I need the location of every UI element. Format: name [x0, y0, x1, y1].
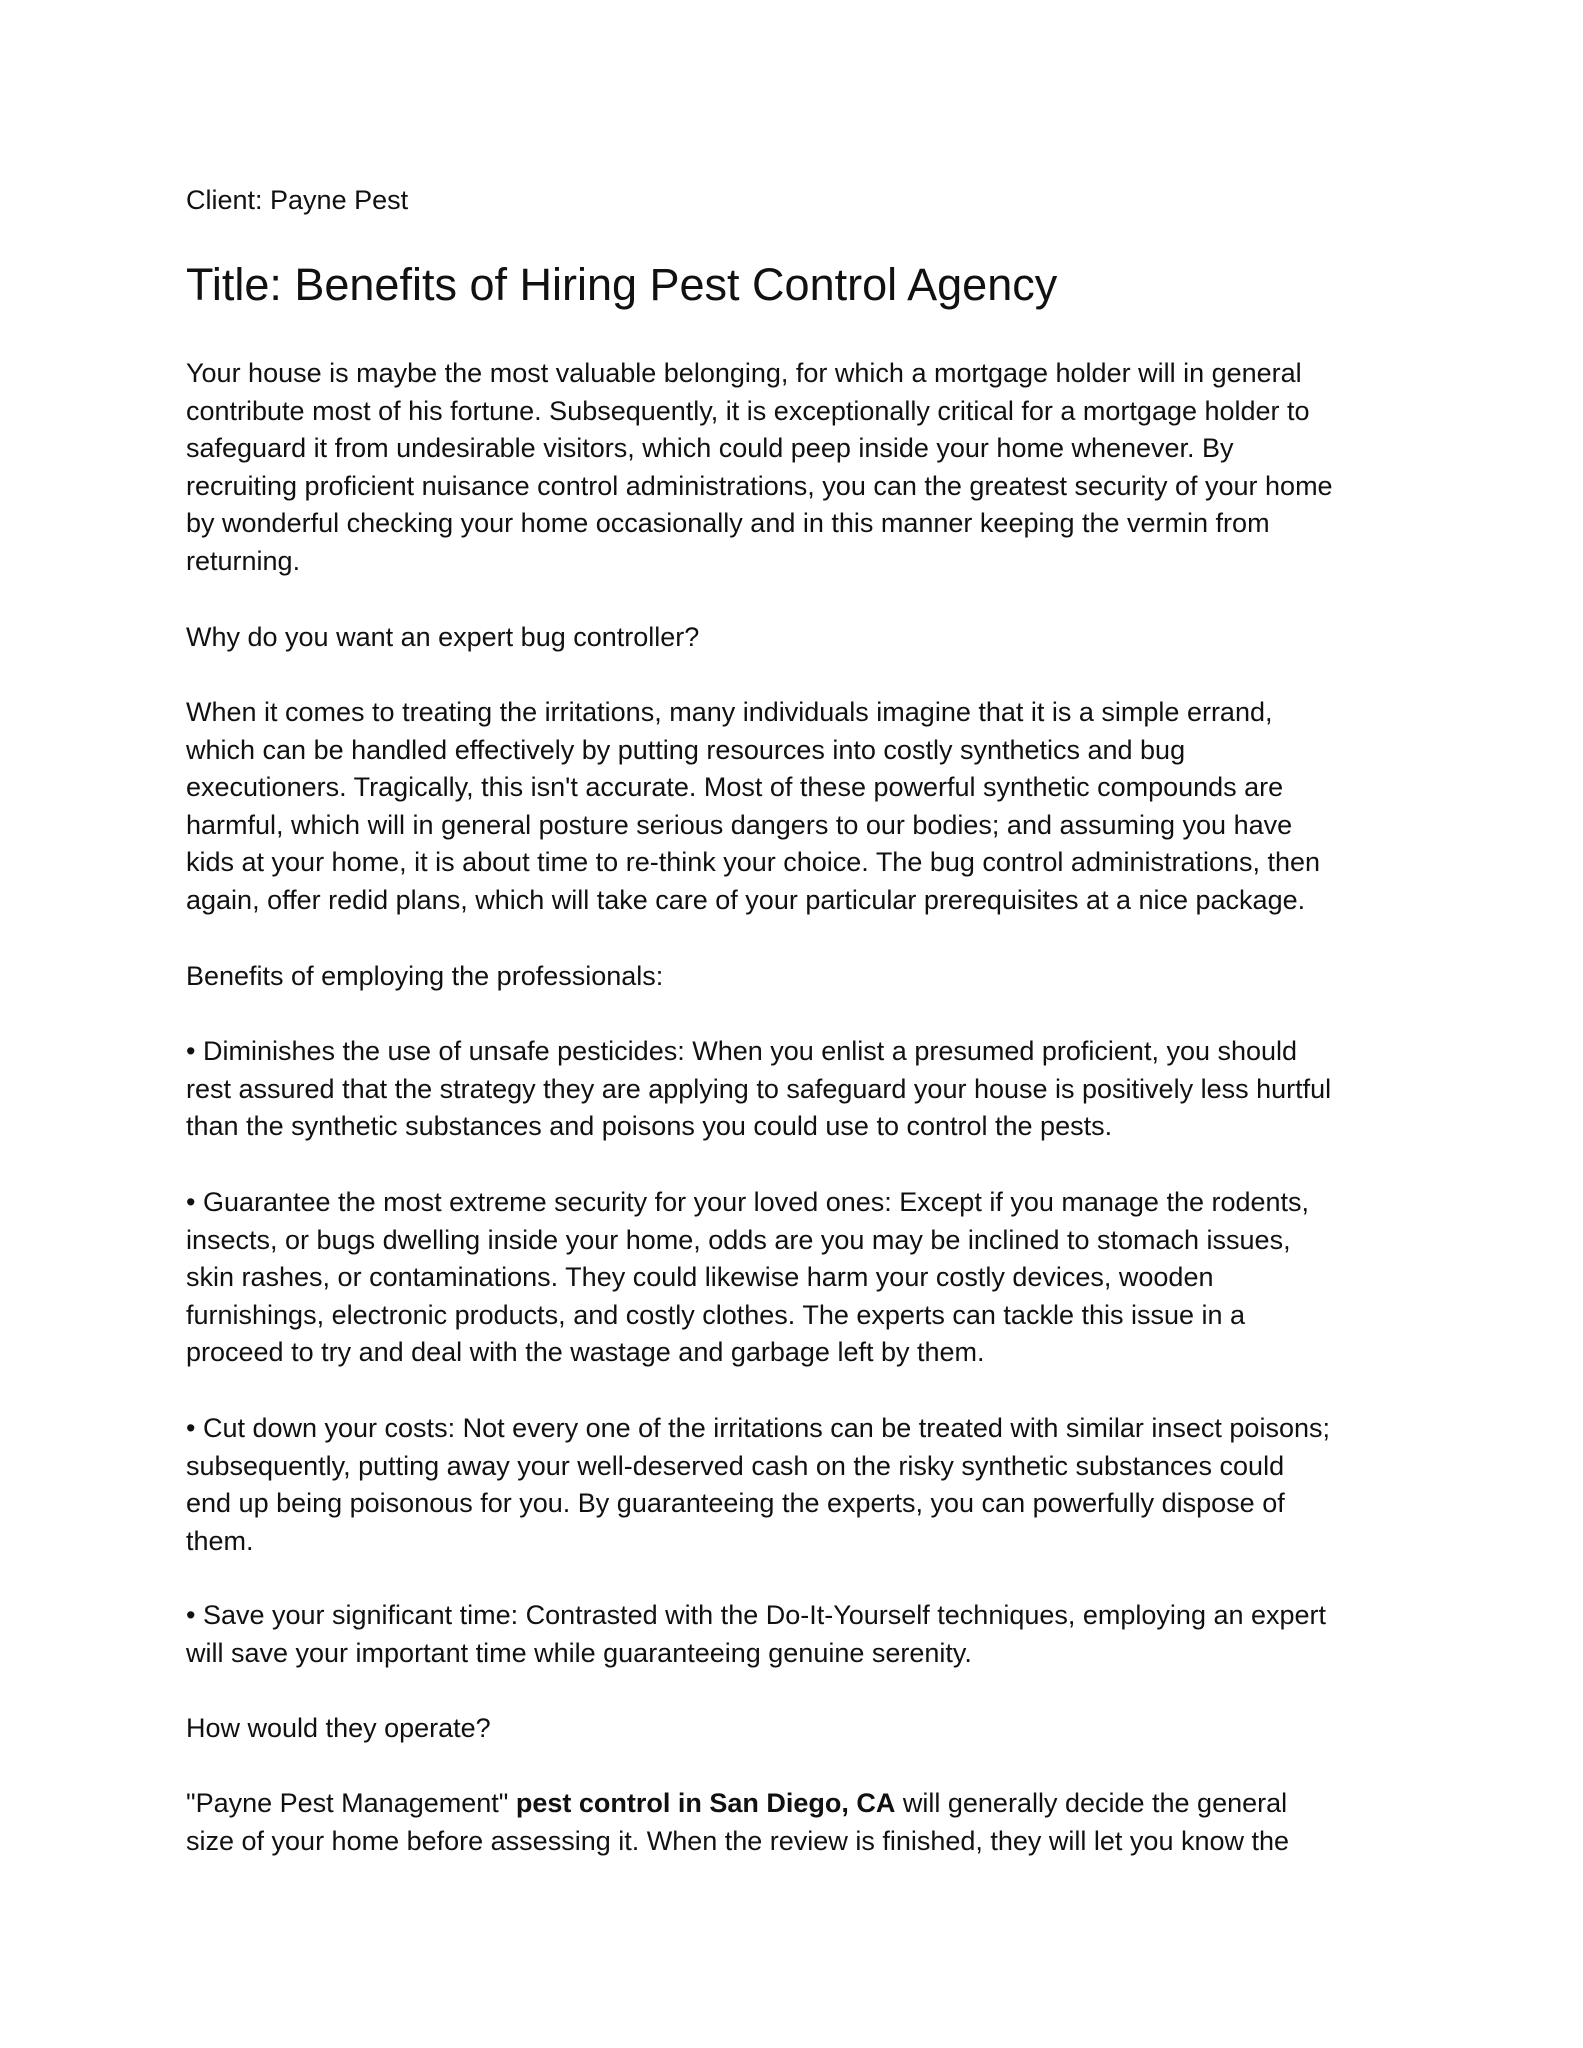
text-line: When it comes to treating the irritations, many individuals imagine that it is a simple errand, [186, 697, 1273, 727]
intro-paragraph [186, 355, 1333, 581]
text-line: insects, or bugs dwelling inside your home, odds are you may be inclined to stomach issues, [186, 1224, 1291, 1255]
text-line: than the synthetic substances and poisons you could use to control the pests. [186, 1111, 1113, 1142]
text-line: subsequently, putting away your well-deserved cash on the risky synthetic substances could [186, 1450, 1285, 1481]
text-line: which can be handled effectively by putting resources into costly synthetics and bug [186, 734, 1186, 765]
text-line: end up being poisonous for you. By guaranteeing the experts, you can powerfully dispose of [186, 1488, 1285, 1519]
answer-paragraph-expert [186, 694, 1320, 920]
text-line: size of your home before assessing it. When the review is finished, they will let you know the [186, 1825, 1290, 1856]
client-label: Client: Payne Pest [186, 185, 409, 215]
text-line: them. [186, 1525, 254, 1556]
benefit-item-pesticides [186, 1033, 1331, 1146]
text-line: will save your important time while guaranteeing genuine serenity. [186, 1637, 972, 1668]
benefit-item-costs [186, 1410, 1330, 1560]
benefit-item-time [186, 1597, 1326, 1672]
text-line: How would they operate? [186, 1713, 491, 1743]
answer-paragraph-operate [186, 1785, 1289, 1860]
text-line: safeguard it from undesirable visitors, which could peep inside your home whenever. By [186, 433, 1234, 464]
question-heading-expert [186, 619, 699, 657]
text-line: • Guarantee the most extreme security for your loved ones: Except if you manage the rodents, [186, 1187, 1310, 1217]
bold-keyword-text: pest control in San Diego, CA [515, 1788, 896, 1818]
text-fragment: will generally decide the general [895, 1788, 1288, 1818]
text-line: rest assured that the strategy they are applying to safeguard your house is positively less hurtful [186, 1073, 1332, 1104]
company-name-text: "Payne Pest Management" [186, 1788, 516, 1818]
text-line: kids at your home, it is about time to re-think your choice. The bug control administrations, then [186, 847, 1321, 878]
text-line: • Cut down your costs: Not every one of the irritations can be treated with similar insect poisons; [186, 1413, 1330, 1443]
document-title: Title: Benefits of Hiring Pest Control Agency [186, 259, 1058, 310]
benefit-item-security [186, 1184, 1309, 1372]
text-line: Your house is maybe the most valuable belonging, for which a mortgage holder will in general [186, 358, 1302, 388]
text-line: furnishings, electronic products, and costly clothes. The experts can tackle this issue in a [186, 1299, 1246, 1330]
text-line: by wonderful checking your home occasionally and in this manner keeping the vermin from [186, 508, 1270, 539]
text-line: skin rashes, or contaminations. They could likewise harm your costly devices, wooden [186, 1262, 1214, 1293]
benefits-heading [186, 958, 663, 996]
text-line: returning. [186, 545, 301, 576]
text-line: again, offer redid plans, which will take care of your particular prerequisites at a nice package. [186, 884, 1306, 915]
text-line: harmful, which will in general posture serious dangers to our bodies; and assuming you have [186, 809, 1293, 840]
text-line: Why do you want an expert bug controller? [186, 622, 700, 652]
text-line: contribute most of his fortune. Subsequently, it is exceptionally critical for a mortgage holder to [186, 395, 1310, 426]
text-line: recruiting proficient nuisance control administrations, you can the greatest security of your home [186, 470, 1333, 501]
text-line: executioners. Tragically, this isn't accurate. Most of these powerful synthetic compounds are [186, 772, 1284, 803]
text-line: • Save your significant time: Contrasted with the Do-It-Yourself techniques, employing an expert [186, 1600, 1327, 1630]
question-heading-operate [186, 1710, 491, 1748]
text-line: proceed to try and deal with the wastage and garbage left by them. [186, 1337, 985, 1368]
text-line: • Diminishes the use of unsafe pesticides: When you enlist a presumed proficient, you should [186, 1036, 1298, 1066]
text-line: Benefits of employing the professionals: [186, 961, 664, 991]
text-line [186, 1785, 1289, 1823]
